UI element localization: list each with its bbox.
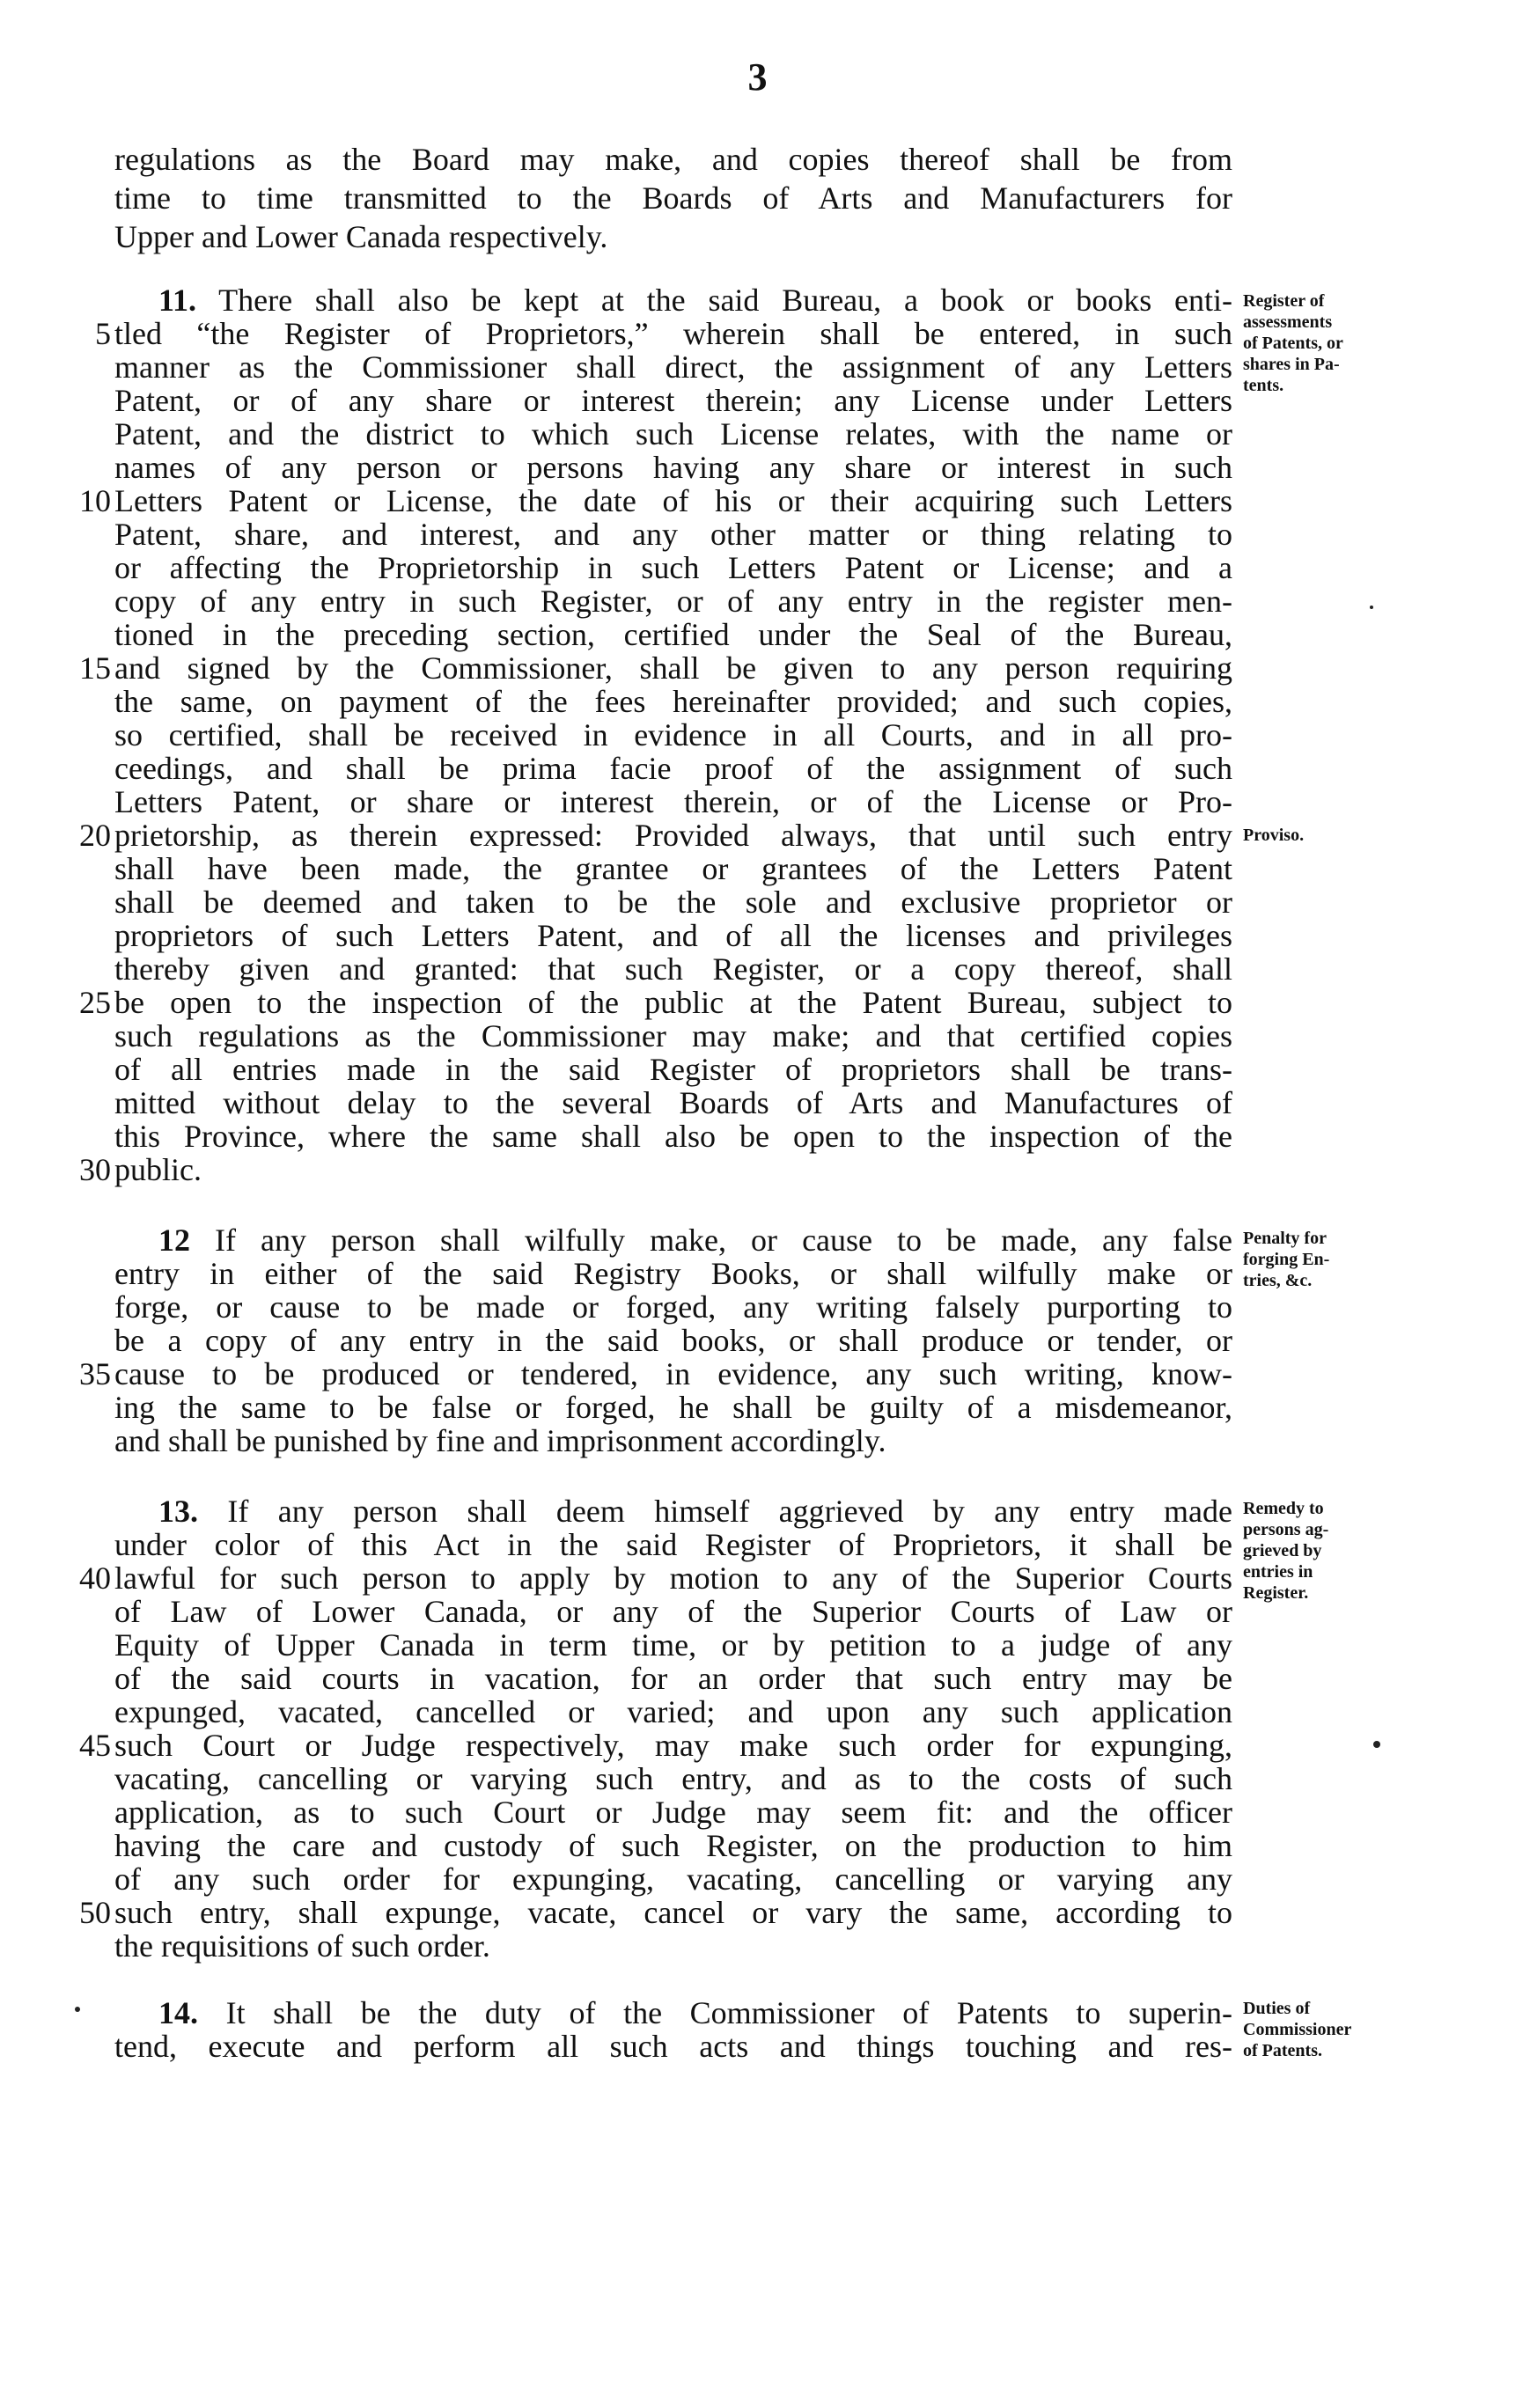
text-line: ceedings, and shall be prima facie proof of the assignment of such <box>114 751 1232 786</box>
text-line: manner as the Commissioner shall direct, the assignment of any Letters <box>114 349 1232 385</box>
text-line: time to time transmitted to the Boards of Arts and Manufacturers for <box>114 180 1232 216</box>
text-line: having the care and custody of such Register, on the production to him <box>114 1828 1232 1863</box>
text-line: lawful for such person to apply by motion to any of the Superior Courts <box>114 1560 1232 1596</box>
ink-speck <box>1370 606 1373 609</box>
text-line: under color of this Act in the said Register of Proprietors, it shall be <box>114 1527 1232 1562</box>
text-line: such regulations as the Commissioner may make; and that certified copies <box>114 1018 1232 1054</box>
margin-note: Register of assessments of Patents, or shares in Pa- tents. <box>1243 291 1343 395</box>
text-line: forge, or cause to be made or forged, any writing falsely purporting to <box>114 1289 1232 1325</box>
line-number: 35 <box>79 1356 111 1391</box>
text-line: tend, execute and perform all such acts and things touching and res- <box>114 2029 1232 2064</box>
text-line: such entry, shall expunge, vacate, cancel or vary the same, according to <box>114 1895 1232 1930</box>
margin-note: Duties of Commissioner of Patents. <box>1243 1999 1352 2060</box>
line-number: 15 <box>79 650 111 686</box>
ink-speck <box>1373 1741 1380 1748</box>
text-line: Patent, share, and interest, and any other matter or thing relating to <box>114 517 1232 552</box>
text-line: cause to be produced or tendered, in evidence, any such writing, know- <box>114 1356 1232 1391</box>
line-number: 40 <box>79 1560 111 1596</box>
text-line: regulations as the Board may make, and copies thereof shall be from <box>114 142 1232 177</box>
text-line: Letters Patent or License, the date of his or their acquiring such Letters <box>114 483 1232 518</box>
text-line: proprietors of such Letters Patent, and of all the licenses and privileges <box>114 918 1232 953</box>
text-line: or affecting the Proprietorship in such Letters Patent or License; and a <box>114 550 1232 585</box>
section-number: 12 <box>158 1222 190 1258</box>
text-line: thereby given and granted: that such Register, or a copy thereof, shall <box>114 951 1232 987</box>
margin-note: Penalty for forging En- tries, &c. <box>1243 1229 1330 1290</box>
text-line: and signed by the Commissioner, shall be given to any person requiring <box>114 650 1232 686</box>
text-line: names of any person or persons having any share or interest in such <box>114 450 1232 485</box>
text-line: shall have been made, the grantee or grantees of the Letters Patent <box>114 851 1232 886</box>
text-line: so certified, shall be received in evidence in all Courts, and in all pro- <box>114 717 1232 752</box>
text-line: 12 If any person shall wilfully make, or cause to be made, any false <box>158 1222 1233 1258</box>
text-line: this Province, where the same shall also be open to the inspection of the <box>114 1119 1232 1154</box>
text-line: be a copy of any entry in the said books, or shall produce or tender, or <box>114 1323 1232 1358</box>
text-line: such Court or Judge respectively, may make such order for expunging, <box>114 1728 1232 1763</box>
section-number: 11. <box>158 283 197 318</box>
line-number: 45 <box>79 1728 111 1763</box>
text-line: of Law of Lower Canada, or any of the Superior Courts of Law or <box>114 1594 1232 1629</box>
text-line: application, as to such Court or Judge may seem fit: and the officer <box>114 1795 1232 1830</box>
text-line: be open to the inspection of the public at the Patent Bureau, subject to <box>114 985 1232 1020</box>
text-line: mitted without delay to the several Boards of Arts and Manufactures of <box>114 1085 1232 1120</box>
text-line: of any such order for expunging, vacating, cancelling or varying any <box>114 1861 1232 1897</box>
text-line: of all entries made in the said Register of proprietors shall be trans- <box>114 1052 1232 1087</box>
line-number: 20 <box>79 818 111 853</box>
text-line: shall be deemed and taken to be the sole and exclusive proprietor or <box>114 885 1232 920</box>
text-line: and shall be punished by fine and imprisonment accordingly. <box>114 1423 886 1458</box>
text-line: Equity of Upper Canada in term time, or by petition to a judge of any <box>114 1627 1232 1663</box>
text-line: vacating, cancelling or varying such entry, and as to the costs of such <box>114 1761 1232 1796</box>
text-line: 13. If any person shall deem himself aggrieved by any entry made <box>158 1494 1232 1529</box>
margin-note: Remedy to persons ag- grieved by entries in Register. <box>1243 1499 1329 1603</box>
text-line: the requisitions of such order. <box>114 1928 490 1964</box>
line-number: 5 <box>95 316 111 351</box>
section-number: 13. <box>158 1494 198 1529</box>
text-line: ing the same to be false or forged, he shall be guilty of a misdemeanor, <box>114 1390 1232 1425</box>
line-number: 30 <box>79 1152 111 1187</box>
text-line: copy of any entry in such Register, or of any entry in the register men- <box>114 584 1232 619</box>
text-line: tioned in the preceding section, certified under the Seal of the Bureau, <box>114 617 1232 652</box>
page-number: 3 <box>747 55 768 99</box>
margin-note: Proviso. <box>1243 826 1305 845</box>
line-number: 10 <box>79 483 111 518</box>
text-line: 14. It shall be the duty of the Commissioner of Patents to superin- <box>158 1995 1232 2030</box>
text-line: Patent, and the district to which such License relates, with the name or <box>114 416 1232 452</box>
text-line: 11. There shall also be kept at the said Bureau, a book or books enti- <box>158 283 1233 318</box>
line-number: 50 <box>79 1895 111 1930</box>
text-line: Upper and Lower Canada respectively. <box>114 219 608 254</box>
line-number: 25 <box>79 985 111 1020</box>
text-line: tled “the Register of Proprietors,” wherein shall be entered, in such <box>114 316 1232 351</box>
ink-speck <box>75 2007 80 2012</box>
text-line: entry in either of the said Registry Books, or shall wilfully make or <box>114 1256 1232 1291</box>
text-line: Letters Patent, or share or interest therein, or of the License or Pro- <box>114 784 1232 819</box>
section-number: 14. <box>158 1995 198 2030</box>
text-line: public. <box>114 1152 202 1187</box>
text-line: Patent, or of any share or interest therein; any License under Letters <box>114 383 1232 418</box>
text-line: the same, on payment of the fees hereinafter provided; and such copies, <box>114 684 1232 719</box>
text-line: of the said courts in vacation, for an order that such entry may be <box>114 1661 1232 1696</box>
text-line: prietorship, as therein expressed: Provided always, that until such entry <box>114 818 1232 853</box>
text-line: expunged, vacated, cancelled or varied; and upon any such application <box>114 1694 1232 1729</box>
